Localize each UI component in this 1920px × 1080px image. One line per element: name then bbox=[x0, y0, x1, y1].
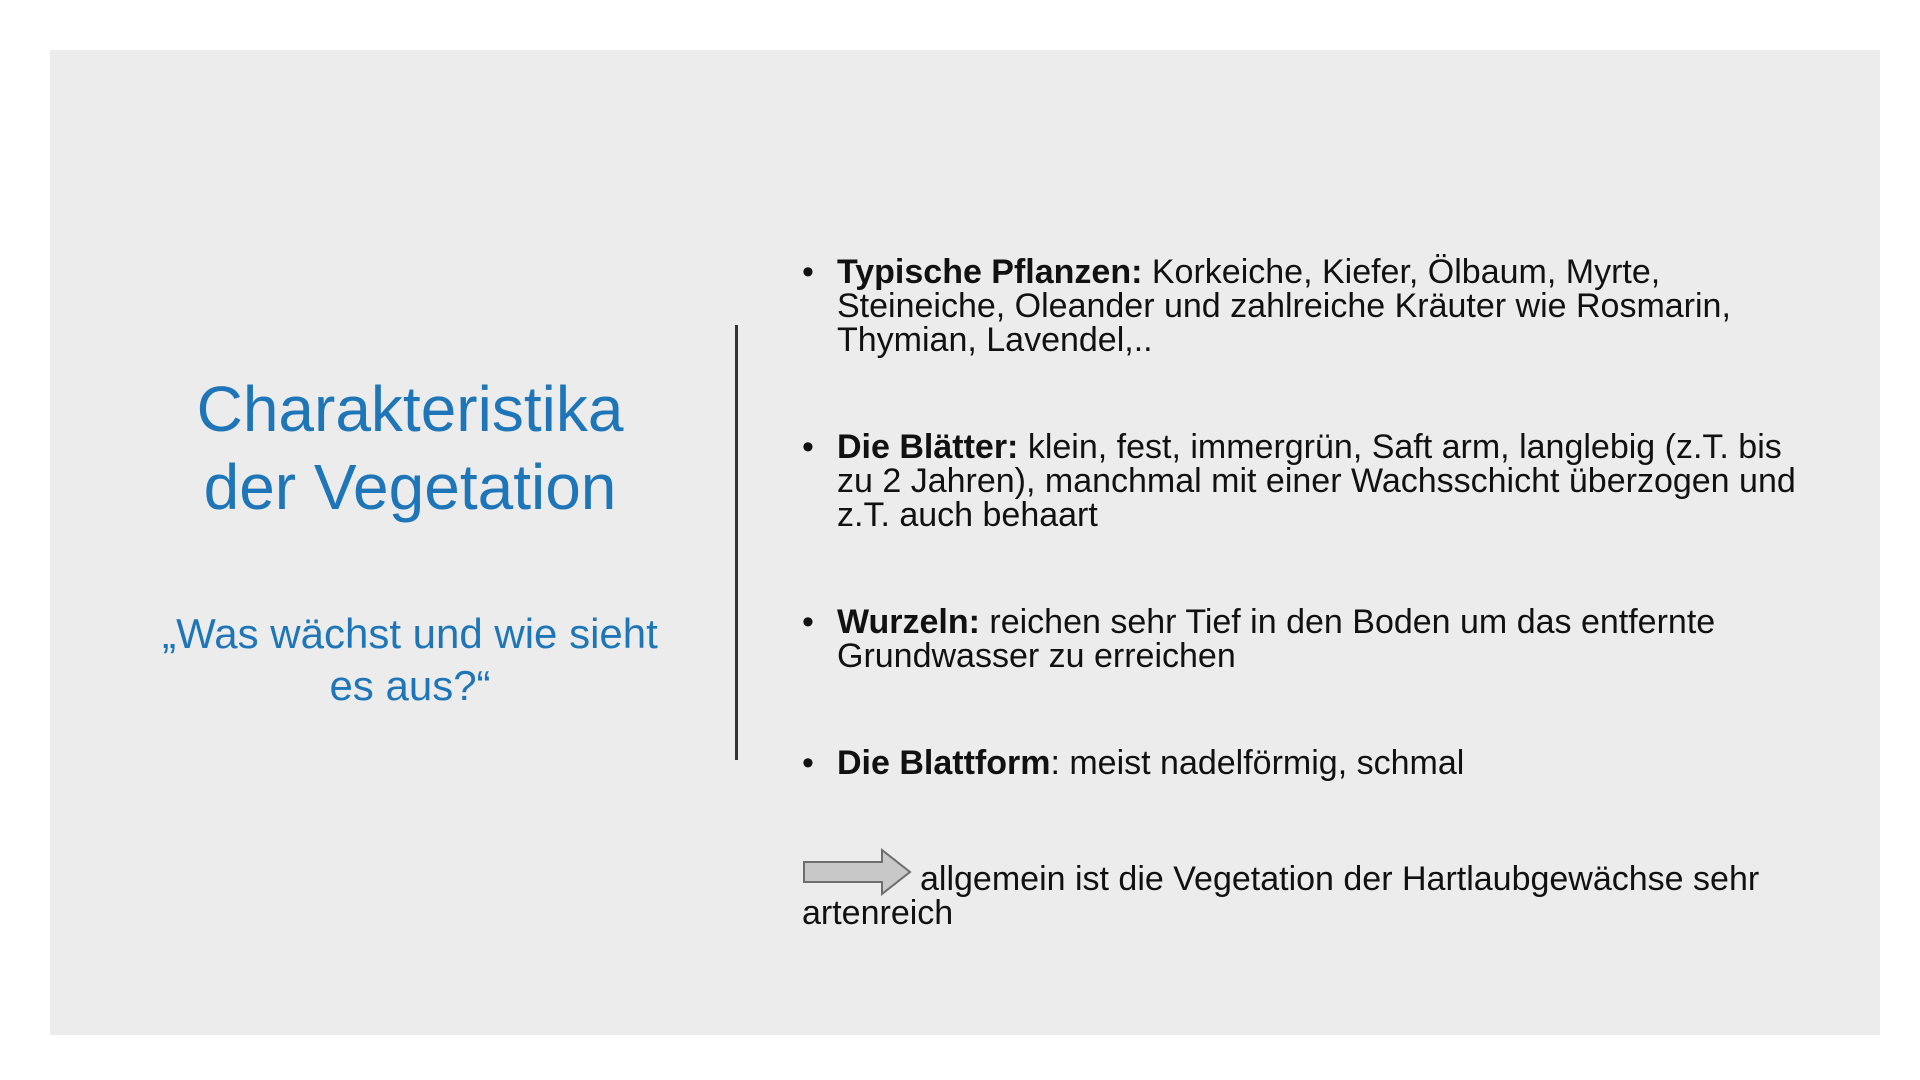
bullet-text: reichen sehr Tief in den Boden um das entfernte Grundwasser zu erreichen bbox=[837, 603, 1716, 675]
bullet-label: Wurzeln: bbox=[837, 603, 980, 641]
bullet-die-blattform bbox=[800, 746, 1820, 780]
slide-title bbox=[150, 370, 670, 526]
bullet-label: Die Blätter: bbox=[837, 428, 1019, 466]
bullet-label: Die Blattform bbox=[837, 744, 1051, 782]
vertical-divider bbox=[735, 325, 738, 760]
title-line-2: der Vegetation bbox=[203, 451, 617, 523]
slide bbox=[50, 50, 1880, 1035]
bullet-text: klein, fest, immergrün, Saft arm, langlebig (z.T. bis zu 2 Jahren), manchmal mit einer Wachsschicht überzogen und z.T. auch behaart bbox=[837, 428, 1796, 534]
bullet-label: Typische Pflanzen: bbox=[837, 253, 1143, 291]
bullet-text: Korkeiche, Kiefer, Ölbaum, Myrte, Steineiche, Oleander und zahlreiche Kräuter wie Rosmarin, Thymian, Lavendel,.. bbox=[837, 253, 1731, 359]
subtitle-line-2: es aus?“ bbox=[329, 662, 491, 709]
subtitle-line-1: „Was wächst und wie sieht bbox=[162, 610, 658, 657]
bullet-wurzeln bbox=[800, 605, 1820, 673]
conclusion-text: allgemein ist die Vegetation der Hartlaubgewächse sehr artenreich bbox=[802, 860, 1760, 932]
bullet-die-blaetter bbox=[800, 430, 1820, 532]
slide-subtitle bbox=[150, 608, 670, 712]
left-panel bbox=[150, 50, 670, 1035]
right-arrow-icon bbox=[802, 848, 914, 896]
bullet-typische-pflanzen bbox=[800, 255, 1820, 357]
conclusion bbox=[802, 848, 1802, 930]
bullet-text: : meist nadelförmig, schmal bbox=[1050, 744, 1465, 782]
title-line-1: Charakteristika bbox=[196, 373, 624, 445]
